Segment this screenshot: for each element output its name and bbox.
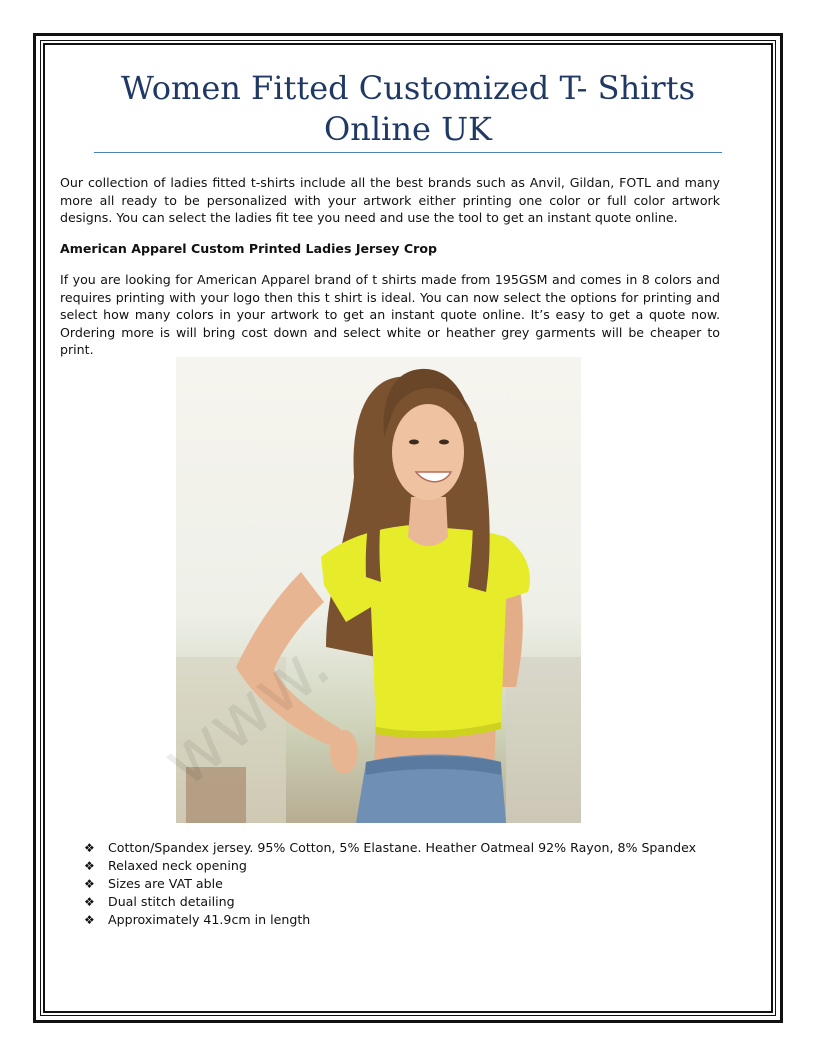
diamond-bullet-icon: ❖ [84,877,95,891]
title-divider [94,152,722,153]
product-description: If you are looking for American Apparel brand of t shirts made from 195GSM and comes in 8 colors and requires printing with your logo then this t shirt is ideal. You can now select the options for printing and select how many colors in your artwork to get an instant quote online. It’s easy to get a quote now. Ordering more is will bring cost down and select white or heather grey garments will be cheaper to print. [60,272,720,358]
model-illustration [176,357,581,823]
list-item: ❖ Cotton/Spandex jersey. 95% Cotton, 5% Elastane. Heather Oatmeal 92% Rayon, 8% Spandex [84,840,697,855]
page-title: Women Fitted Customized T- Shirts Online UK [120,69,695,148]
list-item: ❖ Approximately 41.9cm in length [84,912,311,927]
list-item: ❖ Dual stitch detailing [84,894,235,909]
diamond-bullet-icon: ❖ [84,841,95,855]
list-item: ❖ Sizes are VAT able [84,876,223,891]
intro-paragraph: Our collection of ladies fitted t-shirts include all the best brands such as Anvil, Gildan, FOTL and many more all ready to be personalized with your artwork either printing one color or full color artwork designs. You can select the ladies fit tee you need and use the tool to get an instant quote online. [60,175,720,226]
diamond-bullet-icon: ❖ [84,913,95,927]
product-heading: American Apparel Custom Printed Ladies Jersey Crop [60,241,438,256]
list-item: ❖ Relaxed neck opening [84,858,247,873]
diamond-bullet-icon: ❖ [84,895,95,909]
feature-list [84,839,696,929]
diamond-bullet-icon: ❖ [84,859,95,873]
product-photo [176,357,581,823]
